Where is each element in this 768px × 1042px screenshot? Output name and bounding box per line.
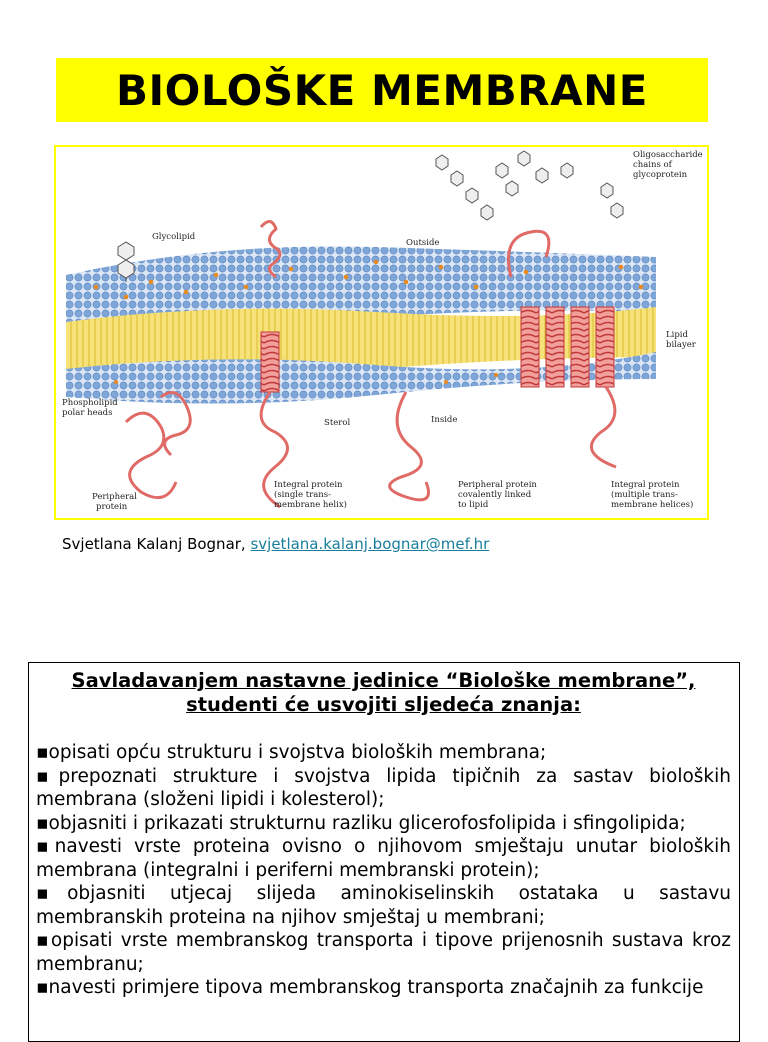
- title-banner: [56, 58, 708, 122]
- author-name: Svjetlana Kalanj Bognar,: [62, 535, 251, 553]
- objective-item: ▪opisati vrste membranskog transporta i tipove prijenosnih sustava kroz membranu;: [36, 930, 731, 975]
- membrane-diagram: [56, 147, 707, 518]
- label-peripheral-lipid-3: to lipid: [458, 500, 489, 510]
- membrane-figure: [54, 145, 709, 520]
- oligosaccharide-chains: [436, 151, 623, 220]
- label-integral-multi-2: (multiple trans-: [611, 490, 678, 500]
- label-sterol: Sterol: [324, 418, 351, 428]
- label-glycolipid: Glycolipid: [152, 232, 196, 242]
- objective-item: ▪prepoznati strukture i svojstva lipida tipičnih za sastav bioloških membrana (složeni lipidi i kolesterol);: [36, 765, 731, 810]
- label-peripheral-lipid-2: covalently linked: [458, 490, 532, 500]
- peripheral-protein: [126, 393, 190, 498]
- objectives-heading: Savladavanjem nastavne jedinice “Biološke membrane”, studenti će usvojiti sljedeća znanja:: [71, 669, 696, 716]
- objective-item: ▪objasniti utjecaj slijeda aminokiselinskih ostataka u sastavu membranskih proteina na njihov smještaj u membrani;: [36, 883, 731, 928]
- label-inside: Inside: [431, 415, 458, 425]
- label-integral-single-1: Integral protein: [274, 480, 343, 490]
- label-integral-single-2: (single trans-: [274, 490, 332, 500]
- author-line: [62, 535, 489, 553]
- author-email-link[interactable]: svjetlana.kalanj.bognar@mef.hr: [250, 535, 490, 553]
- label-lipid-1: Lipid: [666, 330, 688, 340]
- label-oligosaccharide-1: Oligosaccharide: [633, 150, 703, 160]
- label-integral-multi-1: Integral protein: [611, 480, 680, 490]
- objectives-list: [36, 741, 731, 1000]
- label-peripheral-1: Peripheral: [92, 492, 137, 502]
- objective-item: ▪objasniti i prikazati strukturnu razliku glicerofosfolipida i sfingolipida;: [36, 812, 686, 834]
- label-oligosaccharide-3: glycoprotein: [633, 170, 688, 180]
- label-peripheral-2: protein: [96, 502, 128, 512]
- objective-item: ▪opisati opću strukturu i svojstva bioloških membrana;: [36, 742, 547, 763]
- page-title: BIOLOŠKE MEMBRANE: [116, 65, 648, 115]
- lipid-linked-protein: [390, 392, 429, 500]
- objective-item: ▪navesti primjere tipova membranskog transporta značajnih za funkcije: [36, 977, 704, 998]
- label-phospholipid-2: polar heads: [62, 408, 113, 418]
- label-integral-single-3: membrane helix): [274, 500, 347, 510]
- label-oligosaccharide-2: chains of: [633, 160, 672, 170]
- label-integral-multi-3: membrane helices): [611, 500, 694, 510]
- label-lipid-2: bilayer: [666, 340, 696, 350]
- learning-objectives-box: [28, 662, 740, 1042]
- label-phospholipid-1: Phospholipid: [62, 398, 118, 408]
- label-outside: Outside: [406, 238, 440, 248]
- label-peripheral-lipid-1: Peripheral protein: [458, 480, 537, 490]
- objective-item: ▪navesti vrste proteina ovisno o njihovom smještaju unutar bioloških membrana (integralni i periferni membranski protein);: [36, 836, 731, 881]
